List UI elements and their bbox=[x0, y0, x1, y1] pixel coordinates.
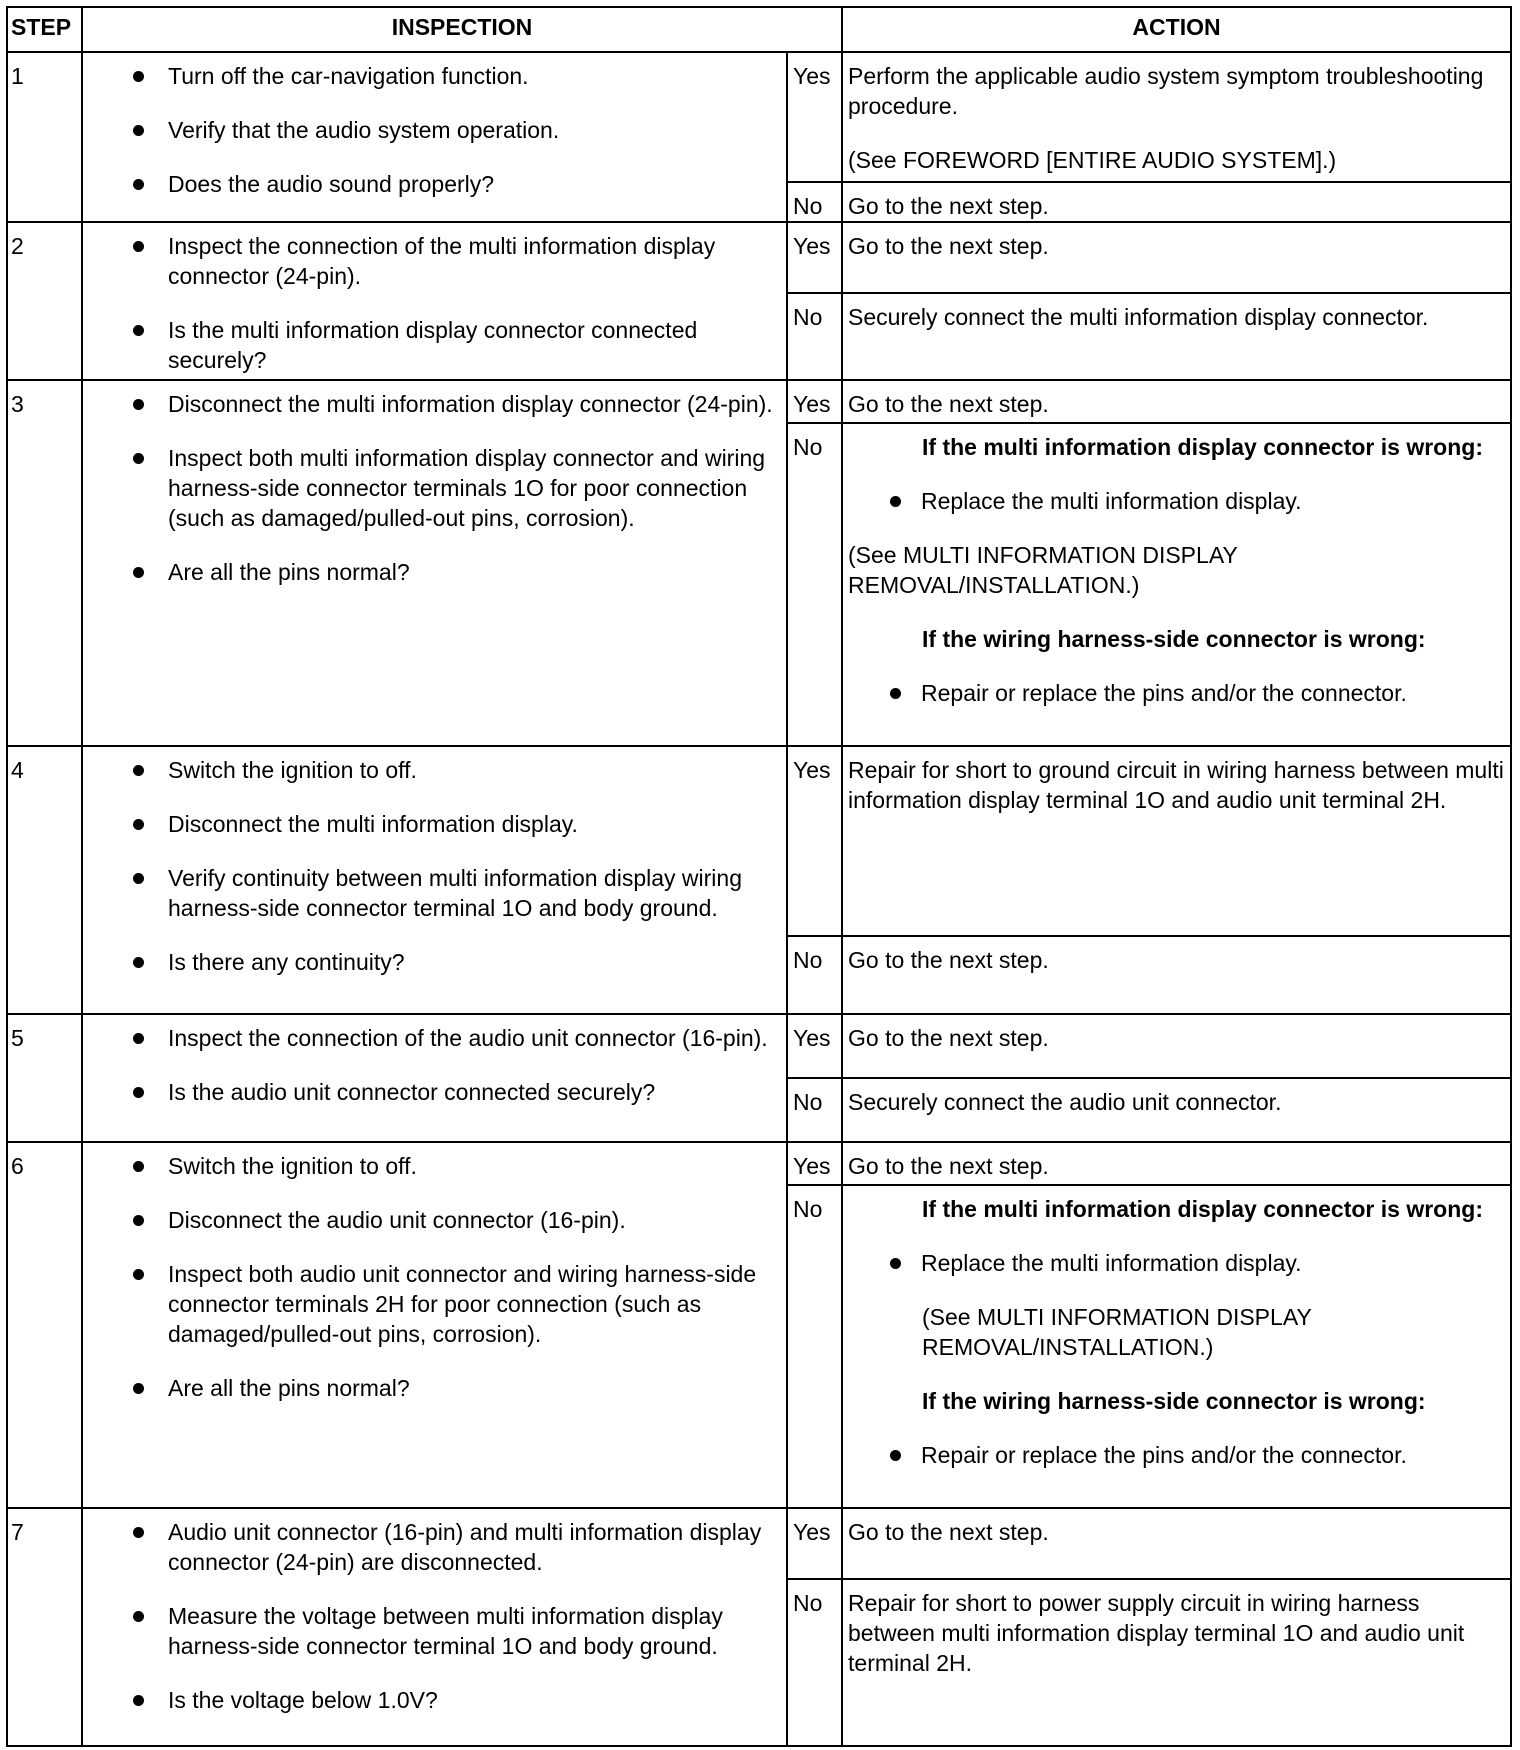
inspection-item: Disconnect the multi information display. bbox=[83, 809, 778, 839]
inspection-cell bbox=[82, 1508, 787, 1746]
inspection-item: Is there any continuity? bbox=[83, 947, 778, 977]
yes-action: Go to the next step. bbox=[842, 1508, 1511, 1579]
bullet-icon bbox=[133, 873, 144, 884]
step-number: 4 bbox=[7, 746, 82, 1014]
yes-action: Go to the next step. bbox=[842, 222, 1511, 293]
inspection-item: Is the multi information display connector connected securely? bbox=[83, 315, 778, 375]
no-action bbox=[842, 1185, 1511, 1508]
step-row-yes bbox=[7, 1508, 1511, 1579]
bullet-icon bbox=[133, 125, 144, 136]
no-label: No bbox=[787, 293, 842, 380]
bullet-icon bbox=[133, 957, 144, 968]
condition-heading: If the wiring harness-side connector is wrong: bbox=[922, 1388, 1426, 1414]
header-action: ACTION bbox=[842, 7, 1511, 52]
no-label: No bbox=[787, 1579, 842, 1746]
action-item: Repair or replace the pins and/or the connector. bbox=[848, 678, 1506, 708]
inspection-item: Inspect both multi information display connector and wiring harness-side connector terminals 1O for poor connection (such as damaged/pulled-out pins, corrosion). bbox=[83, 443, 778, 533]
no-label: No bbox=[787, 182, 842, 222]
no-label: No bbox=[787, 1078, 842, 1142]
yes-label: Yes bbox=[787, 222, 842, 293]
inspection-item: Disconnect the multi information display connector (24-pin). bbox=[83, 389, 778, 419]
no-label: No bbox=[787, 936, 842, 1014]
bullet-icon bbox=[133, 1087, 144, 1098]
inspection-cell bbox=[82, 52, 787, 222]
inspection-item: Are all the pins normal? bbox=[83, 557, 778, 587]
inspection-item: Are all the pins normal? bbox=[83, 1373, 778, 1403]
step-number: 6 bbox=[7, 1142, 82, 1508]
no-label: No bbox=[787, 1185, 842, 1508]
step-row-yes bbox=[7, 746, 1511, 936]
inspection-item: Disconnect the audio unit connector (16-pin). bbox=[83, 1205, 778, 1235]
troubleshooting-table bbox=[6, 6, 1512, 1747]
step-row-yes bbox=[7, 52, 1511, 182]
see-reference: (See MULTI INFORMATION DISPLAY REMOVAL/INSTALLATION.) bbox=[922, 1304, 1312, 1360]
condition-heading: If the wiring harness-side connector is wrong: bbox=[922, 626, 1426, 652]
yes-action: Go to the next step. bbox=[842, 1014, 1511, 1078]
yes-action: Go to the next step. bbox=[842, 1142, 1511, 1185]
yes-label: Yes bbox=[787, 1142, 842, 1185]
bullet-icon bbox=[890, 1258, 901, 1269]
bullet-icon bbox=[133, 1033, 144, 1044]
bullet-icon bbox=[133, 765, 144, 776]
no-action: Securely connect the audio unit connector. bbox=[842, 1078, 1511, 1142]
inspection-item: Audio unit connector (16-pin) and multi information display connector (24-pin) are disconnected. bbox=[83, 1517, 778, 1577]
inspection-cell bbox=[82, 746, 787, 1014]
yes-label: Yes bbox=[787, 52, 842, 182]
bullet-icon bbox=[133, 1383, 144, 1394]
bullet-icon bbox=[133, 1611, 144, 1622]
inspection-cell bbox=[82, 380, 787, 746]
no-action: Repair for short to power supply circuit in wiring harness between multi information display terminal 1O and audio unit terminal 2H. bbox=[842, 1579, 1511, 1746]
yes-action: Perform the applicable audio system symptom troubleshooting procedure. (See FOREWORD [ENTIRE AUDIO SYSTEM].) bbox=[842, 52, 1511, 182]
inspection-item: Does the audio sound properly? bbox=[83, 169, 778, 199]
yes-label: Yes bbox=[787, 380, 842, 423]
step-number: 5 bbox=[7, 1014, 82, 1142]
inspection-cell bbox=[82, 1014, 787, 1142]
inspection-item: Measure the voltage between multi information display harness-side connector terminal 1O and body ground. bbox=[83, 1601, 778, 1661]
see-reference: (See MULTI INFORMATION DISPLAY REMOVAL/INSTALLATION.) bbox=[848, 542, 1238, 598]
step-row-yes bbox=[7, 1142, 1511, 1185]
step-number: 7 bbox=[7, 1508, 82, 1746]
header-row bbox=[7, 7, 1511, 52]
action-item: Replace the multi information display. bbox=[848, 1248, 1506, 1278]
bullet-icon bbox=[133, 1527, 144, 1538]
step-number: 3 bbox=[7, 380, 82, 746]
bullet-icon bbox=[890, 1450, 901, 1461]
no-action bbox=[842, 423, 1511, 746]
yes-action: Go to the next step. bbox=[842, 380, 1511, 423]
no-action: Go to the next step. bbox=[842, 182, 1511, 222]
inspection-item: Inspect the connection of the multi information display connector (24-pin). bbox=[83, 231, 778, 291]
action-item: Repair or replace the pins and/or the connector. bbox=[848, 1440, 1506, 1470]
no-label: No bbox=[787, 423, 842, 746]
bullet-icon bbox=[133, 179, 144, 190]
bullet-icon bbox=[133, 1161, 144, 1172]
inspection-cell bbox=[82, 1142, 787, 1508]
step-row-yes bbox=[7, 1014, 1511, 1078]
inspection-item: Is the audio unit connector connected securely? bbox=[83, 1077, 778, 1107]
bullet-icon bbox=[133, 325, 144, 336]
condition-heading: If the multi information display connector is wrong: bbox=[922, 434, 1483, 460]
no-action: Securely connect the multi information display connector. bbox=[842, 293, 1511, 380]
bullet-icon bbox=[133, 567, 144, 578]
bullet-icon bbox=[133, 241, 144, 252]
bullet-icon bbox=[133, 1269, 144, 1280]
step-number: 2 bbox=[7, 222, 82, 380]
no-action: Go to the next step. bbox=[842, 936, 1511, 1014]
step-row-yes bbox=[7, 222, 1511, 293]
bullet-icon bbox=[890, 496, 901, 507]
yes-label: Yes bbox=[787, 1014, 842, 1078]
inspection-item: Switch the ignition to off. bbox=[83, 1151, 778, 1181]
inspection-item: Turn off the car-navigation function. bbox=[83, 61, 778, 91]
inspection-item: Is the voltage below 1.0V? bbox=[83, 1685, 778, 1715]
inspection-cell bbox=[82, 222, 787, 380]
inspection-item: Verify continuity between multi information display wiring harness-side connector terminal 1O and body ground. bbox=[83, 863, 778, 923]
inspection-item: Inspect the connection of the audio unit connector (16-pin). bbox=[83, 1023, 778, 1053]
bullet-icon bbox=[133, 71, 144, 82]
bullet-icon bbox=[133, 453, 144, 464]
bullet-icon bbox=[890, 688, 901, 699]
step-row-yes bbox=[7, 380, 1511, 423]
bullet-icon bbox=[133, 1215, 144, 1226]
action-item: Replace the multi information display. bbox=[848, 486, 1506, 516]
yes-label: Yes bbox=[787, 746, 842, 936]
header-step: STEP bbox=[7, 7, 82, 52]
bullet-icon bbox=[133, 1695, 144, 1706]
inspection-item: Verify that the audio system operation. bbox=[83, 115, 778, 145]
inspection-item: Switch the ignition to off. bbox=[83, 755, 778, 785]
inspection-item: Inspect both audio unit connector and wiring harness-side connector terminals 2H for poor connection (such as damaged/pulled-out pins, corrosion). bbox=[83, 1259, 778, 1349]
yes-label: Yes bbox=[787, 1508, 842, 1579]
header-inspection: INSPECTION bbox=[82, 7, 842, 52]
step-number: 1 bbox=[7, 52, 82, 222]
condition-heading: If the multi information display connector is wrong: bbox=[922, 1196, 1483, 1222]
yes-action: Repair for short to ground circuit in wiring harness between multi information display terminal 1O and audio unit terminal 2H. bbox=[842, 746, 1511, 936]
bullet-icon bbox=[133, 399, 144, 410]
bullet-icon bbox=[133, 819, 144, 830]
